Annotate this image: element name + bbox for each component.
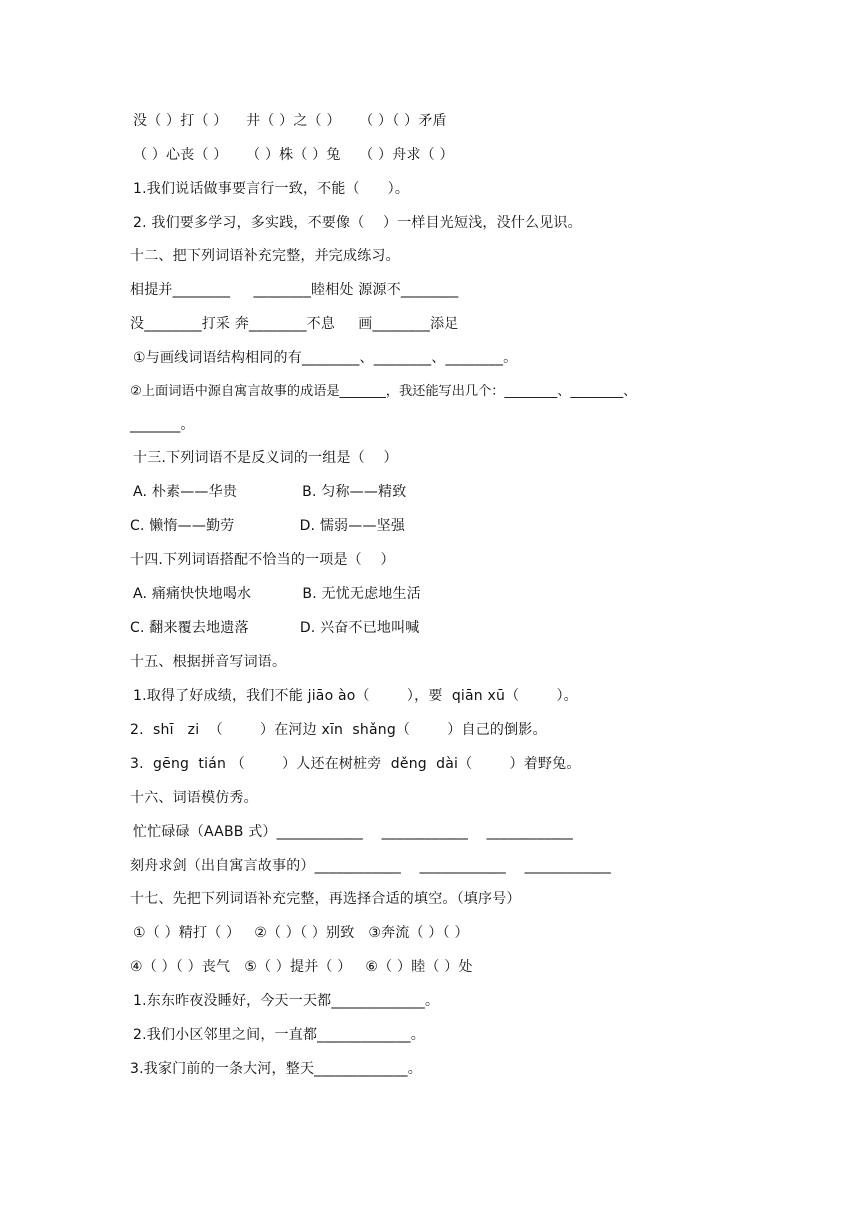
text-line: 2.我们小区邻里之间，一直都_____________。	[133, 1027, 425, 1043]
text-line: ②上面词语中源自寓言故事的成语是_______，我还能写出几个：________、________、	[130, 384, 637, 399]
text-line: ①（ ）精打（ ） ②（ ）（ ）别致 ③奔流（ ）（ ）	[133, 925, 469, 941]
text-line: 2. 我们要多学习，多实践，不要像（ ）一样目光短浅，没什么见识。	[133, 215, 582, 231]
option-line: A. 痛痛快快地喝水 B. 无忧无虑地生活	[133, 586, 421, 602]
text-line: 1.东东昨夜没睡好，今天一天都_____________。	[133, 993, 440, 1009]
text-line: 3. gēng tián （ ）人还在树桩旁 děng dài（ ）着野兔。	[130, 756, 581, 772]
text-line: 刻舟求剑（出自寓言故事的）____________ ____________ ____________	[130, 858, 612, 874]
text-line: ④（ ）（ ）丧气 ⑤（ ）提并（ ） ⑥（ ）睦（ ）处	[130, 959, 473, 975]
option-line: C. 懒惰——勤劳 D. 懦弱——坚强	[130, 518, 406, 534]
text-line: 相提并________ ________睦相处 源源不________	[130, 282, 459, 298]
text-line: 没________打采 奔________不息 画________添足	[130, 316, 459, 332]
section-heading: 十六、词语模仿秀。	[130, 790, 258, 806]
text-line: 1.我们说话做事要言行一致，不能（ ）。	[133, 181, 410, 197]
text-line: （ ）心丧（ ） （ ）株（ ）兔 （ ）舟求（ ）	[133, 147, 454, 163]
option-line: A. 朴素——华贵 B. 匀称——精致	[133, 484, 407, 500]
section-heading: 十二、把下列词语补充完整，并完成练习。	[130, 248, 400, 264]
text-line: 1.取得了好成绩，我们不能 jiāo ào（ ），要 qiān xū（ ）。	[133, 688, 578, 704]
text-line: 没（ ）打（ ） 井（ ）之（ ） （ ）（ ）矛盾	[133, 113, 447, 129]
text-line: _______。	[130, 417, 195, 433]
option-line: C. 翻来覆去地遗落 D. 兴奋不已地叫喊	[130, 620, 420, 636]
section-heading: 十七、先把下列词语补充完整，再选择合适的填空。（填序号）	[130, 891, 521, 907]
section-heading: 十五、根据拼音写词语。	[130, 654, 287, 670]
text-line: 3.我家门前的一条大河，整天_____________。	[130, 1061, 422, 1077]
text-line: ①与画线词语结构相同的有________、________、________。	[133, 350, 518, 366]
section-heading: 十四.下列词语搭配不恰当的一项是（ ）	[130, 552, 395, 568]
text-line: 2. shī zi （ ）在河边 xīn shǎng（ ）自己的倒影。	[130, 722, 547, 738]
text-line: 忙忙碌碌（AABB 式）____________ ____________ ____________	[133, 824, 574, 840]
section-heading: 十三.下列词语不是反义词的一组是（ ）	[133, 450, 398, 466]
